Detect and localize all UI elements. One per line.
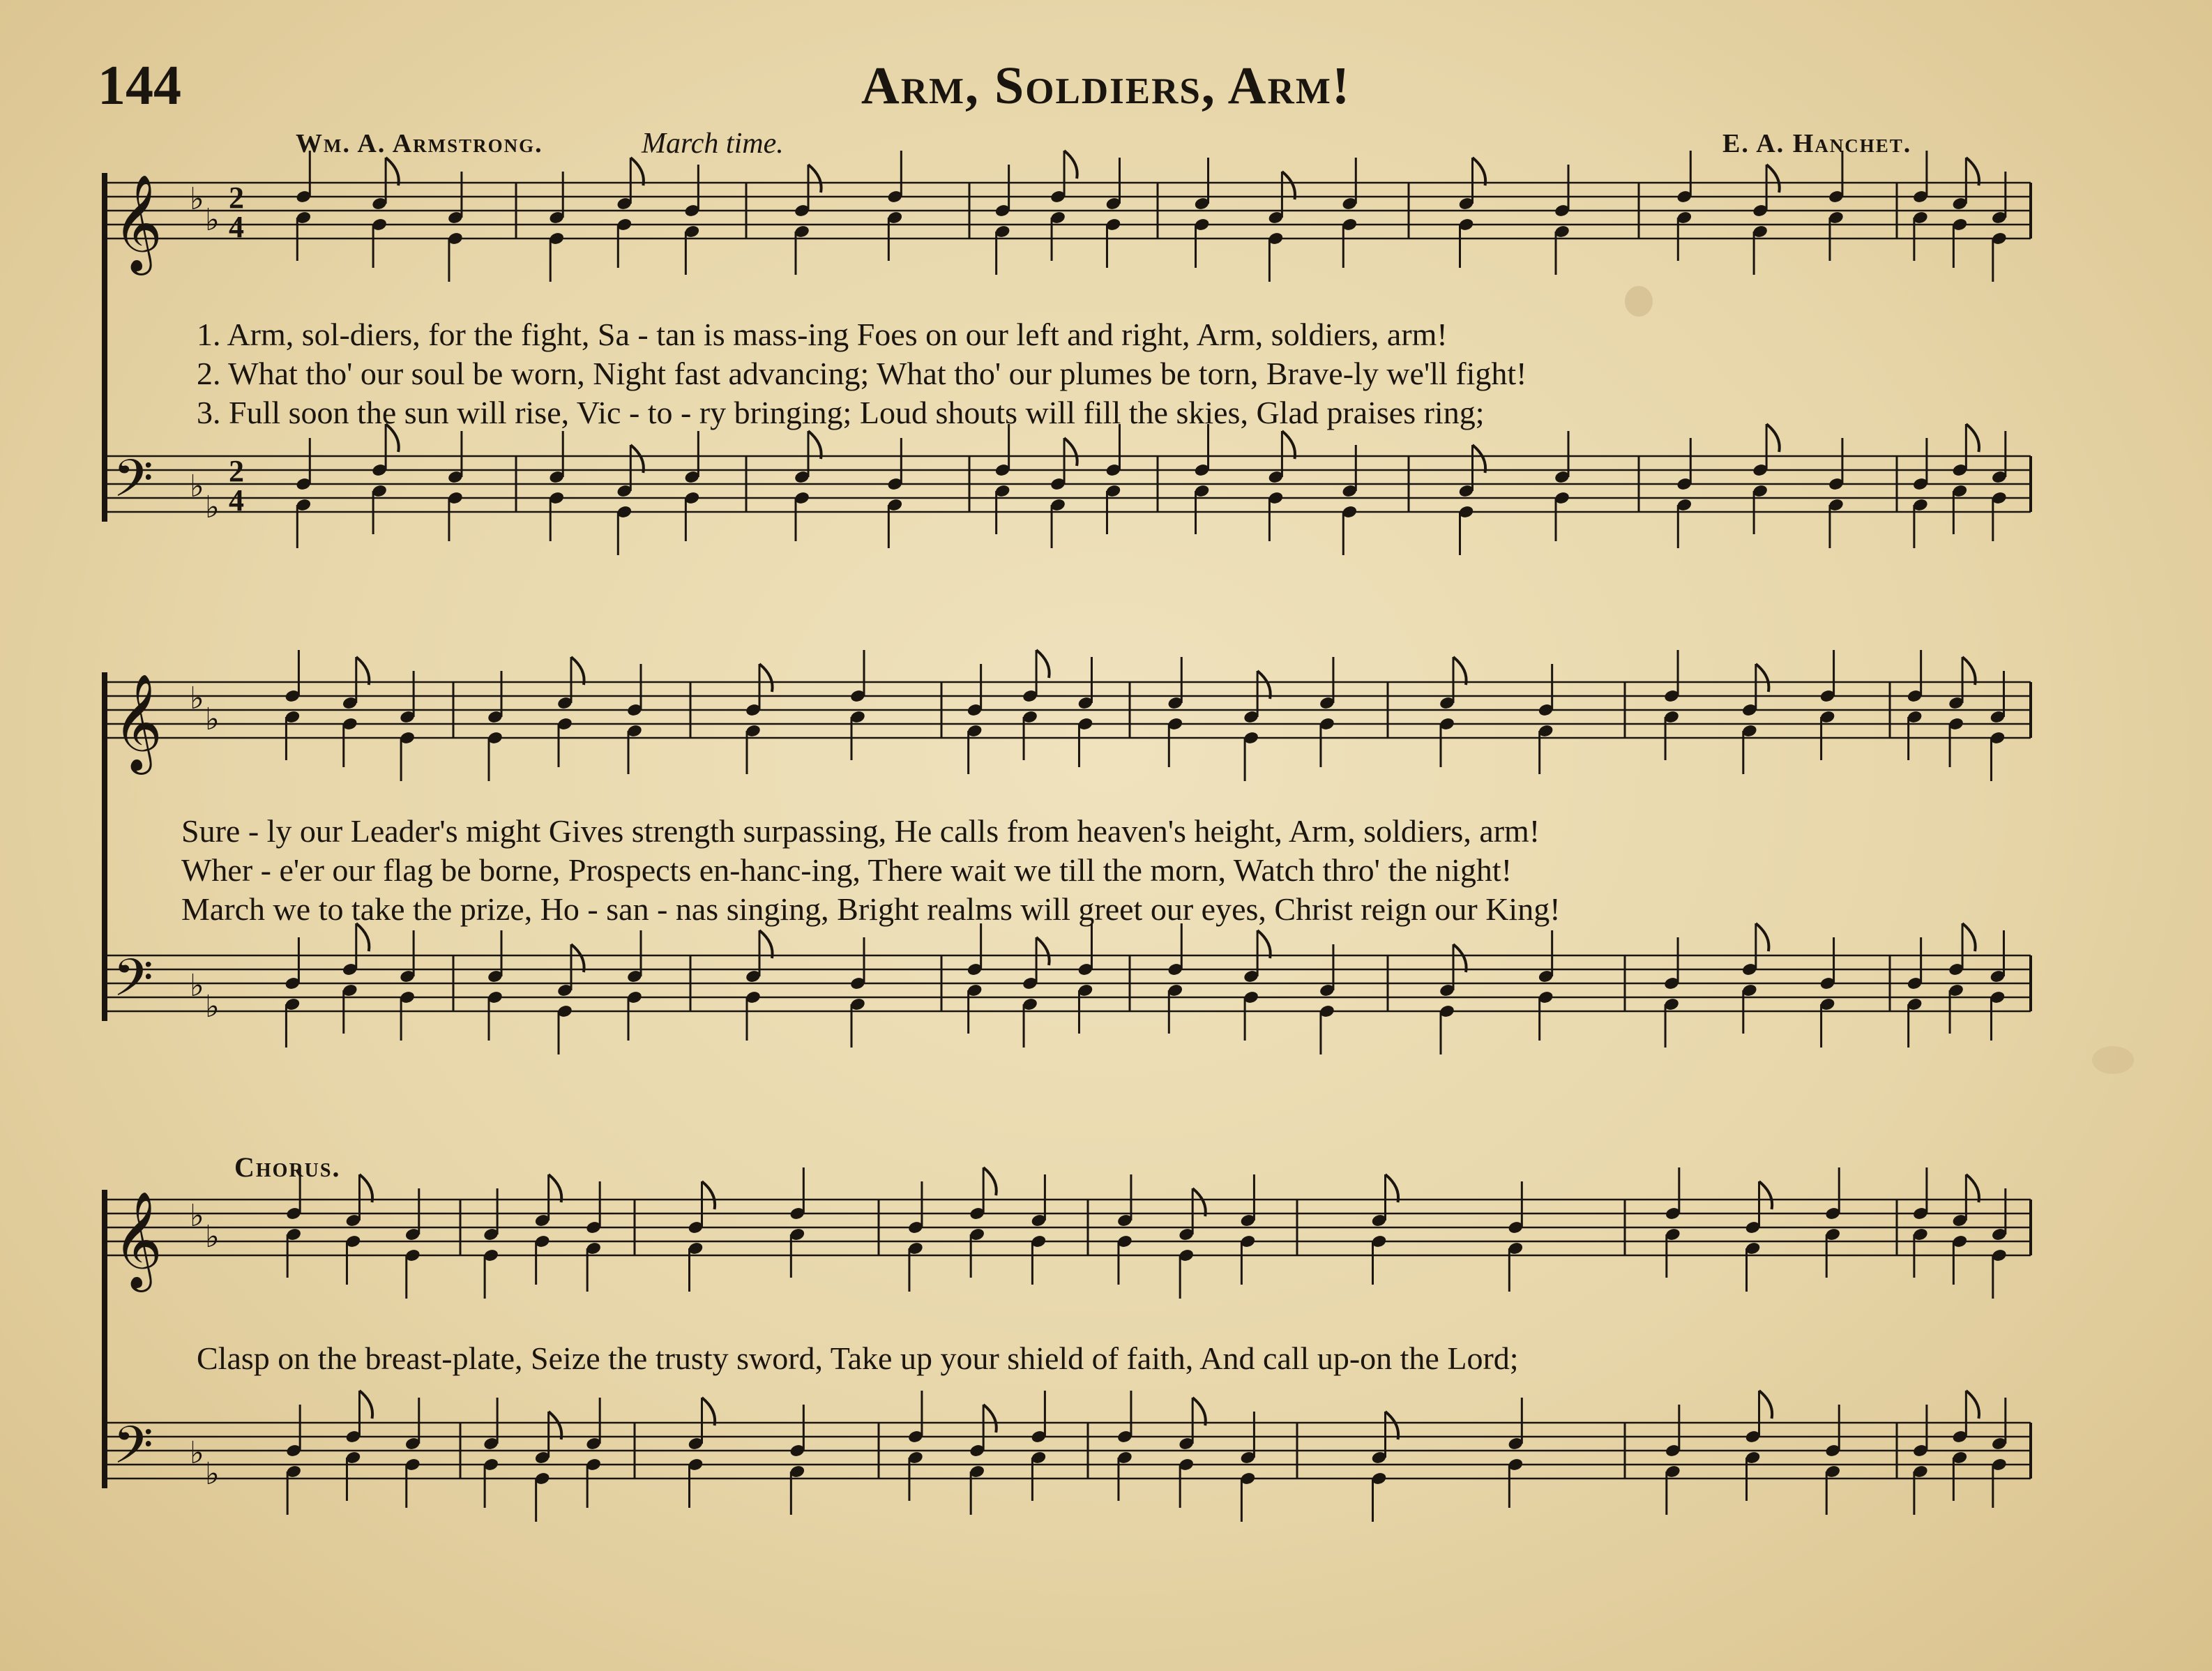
note-flag (759, 930, 773, 958)
note-flag (630, 158, 644, 186)
lyric-line: 2. What tho' our soul be worn, Night fast advancing; What tho' our plumes be torn, Brave-ly we'll fight! (197, 356, 1527, 391)
note-flag (983, 1167, 997, 1195)
note-flag (1192, 1188, 1206, 1216)
note-flag (1966, 158, 1979, 186)
note-flag (1759, 1181, 1773, 1209)
chorus-lyrics: Clasp on the breast-plate, Seize the trusty sword, Take up your shield of faith, And call up-on the Lord; (197, 1340, 1519, 1376)
note-flag (808, 165, 821, 192)
lyric-line: Wher - e'er our flag be borne, Prospects en-hanc-ing, There wait we till the morn, Watch thro' the night! (181, 852, 1513, 888)
flat-icon: ♭ (205, 1219, 220, 1255)
note-flag (571, 944, 584, 972)
note-flag (1064, 151, 1077, 179)
note-flag (1962, 657, 1976, 685)
note-flag (356, 657, 370, 685)
note-flag (1257, 671, 1271, 699)
note-flag (359, 1391, 372, 1419)
note-flag (1282, 172, 1295, 199)
flat-icon: ♭ (205, 702, 220, 737)
note-flag (1473, 445, 1486, 473)
note-flag (983, 1405, 997, 1432)
flat-icon: ♭ (190, 968, 204, 1004)
clef-icon: 𝄞 (113, 174, 162, 271)
note-flag (1473, 158, 1486, 186)
note-flag (1962, 923, 1976, 951)
note-flag (571, 657, 584, 685)
composer-credit: E. A. Hanchet. (1722, 129, 1912, 158)
note-flag (759, 664, 773, 692)
lyric-line: 3. Full soon the sun will rise, Vic - to - ry bringing; Loud shouts will fill the skies, Glad praises ring; (197, 395, 1485, 430)
note-flag (702, 1181, 715, 1209)
note-flag (808, 431, 821, 459)
flat-icon: ♭ (190, 681, 204, 716)
time-signature-top: 2 (229, 454, 244, 488)
note-flag (1282, 431, 1295, 459)
time-signature-top: 2 (229, 181, 244, 215)
clef-icon: 𝄞 (113, 674, 162, 771)
flat-icon: ♭ (205, 1456, 220, 1492)
page-number: 144 (98, 55, 181, 116)
lyric-line: March we to take the prize, Ho - san - nas singing, Bright realms will greet our eyes, Christ reign our King! (181, 891, 1561, 927)
note-flag (1036, 650, 1050, 678)
note-flag (1453, 657, 1467, 685)
note-flag (359, 1174, 372, 1202)
note-flag (630, 445, 644, 473)
verse-lyrics-first-half (197, 315, 1527, 432)
lyric-line: Sure - ly our Leader's might Gives strength surpassing, He calls from heaven's height, Arm, soldiers, arm! (181, 813, 1540, 849)
note-flag (1064, 438, 1077, 466)
note-flag (702, 1398, 715, 1426)
note-flag (1036, 937, 1050, 965)
flat-icon: ♭ (190, 1435, 204, 1471)
hymn-title: Arm, Soldiers, Arm! (861, 56, 1351, 115)
note-flag (1966, 1391, 1979, 1419)
note-flag (1966, 1174, 1979, 1202)
lyricist-credit: Wm. A. Armstrong. (296, 129, 543, 158)
clef-icon: 𝄢 (113, 1415, 153, 1488)
clef-icon: 𝄞 (113, 1191, 162, 1288)
note-flag (386, 158, 399, 186)
note-flag (1766, 424, 1780, 452)
flat-icon: ♭ (190, 469, 204, 504)
lyric-line: 1. Arm, sol-diers, for the fight, Sa - tan is mass-ing Foes on our left and right, Arm, soldiers, arm! (197, 317, 1448, 352)
note-flag (1756, 923, 1769, 951)
note-flag (549, 1412, 562, 1439)
note-flag (1257, 930, 1271, 958)
flat-icon: ♭ (205, 490, 220, 525)
verse-lyrics-second-half (181, 812, 1561, 929)
clef-icon: 𝄢 (113, 948, 153, 1021)
flat-icon: ♭ (205, 202, 220, 238)
flat-icon: ♭ (190, 1198, 204, 1234)
note-flag (1766, 165, 1780, 192)
flat-icon: ♭ (205, 989, 220, 1024)
note-flag (1756, 664, 1769, 692)
time-signature-bottom: 4 (229, 483, 244, 517)
note-flag (549, 1174, 562, 1202)
clef-icon: 𝄢 (113, 448, 153, 522)
tempo-marking: March time. (642, 128, 784, 160)
note-flag (1966, 424, 1979, 452)
note-flag (1192, 1398, 1206, 1426)
note-flag (1759, 1391, 1773, 1419)
note-flag (1386, 1412, 1399, 1439)
time-signature-bottom: 4 (229, 210, 244, 244)
note-flag (1386, 1174, 1399, 1202)
note-flag (1453, 944, 1467, 972)
flat-icon: ♭ (190, 181, 204, 217)
chorus-label: Chorus. (234, 1151, 341, 1183)
